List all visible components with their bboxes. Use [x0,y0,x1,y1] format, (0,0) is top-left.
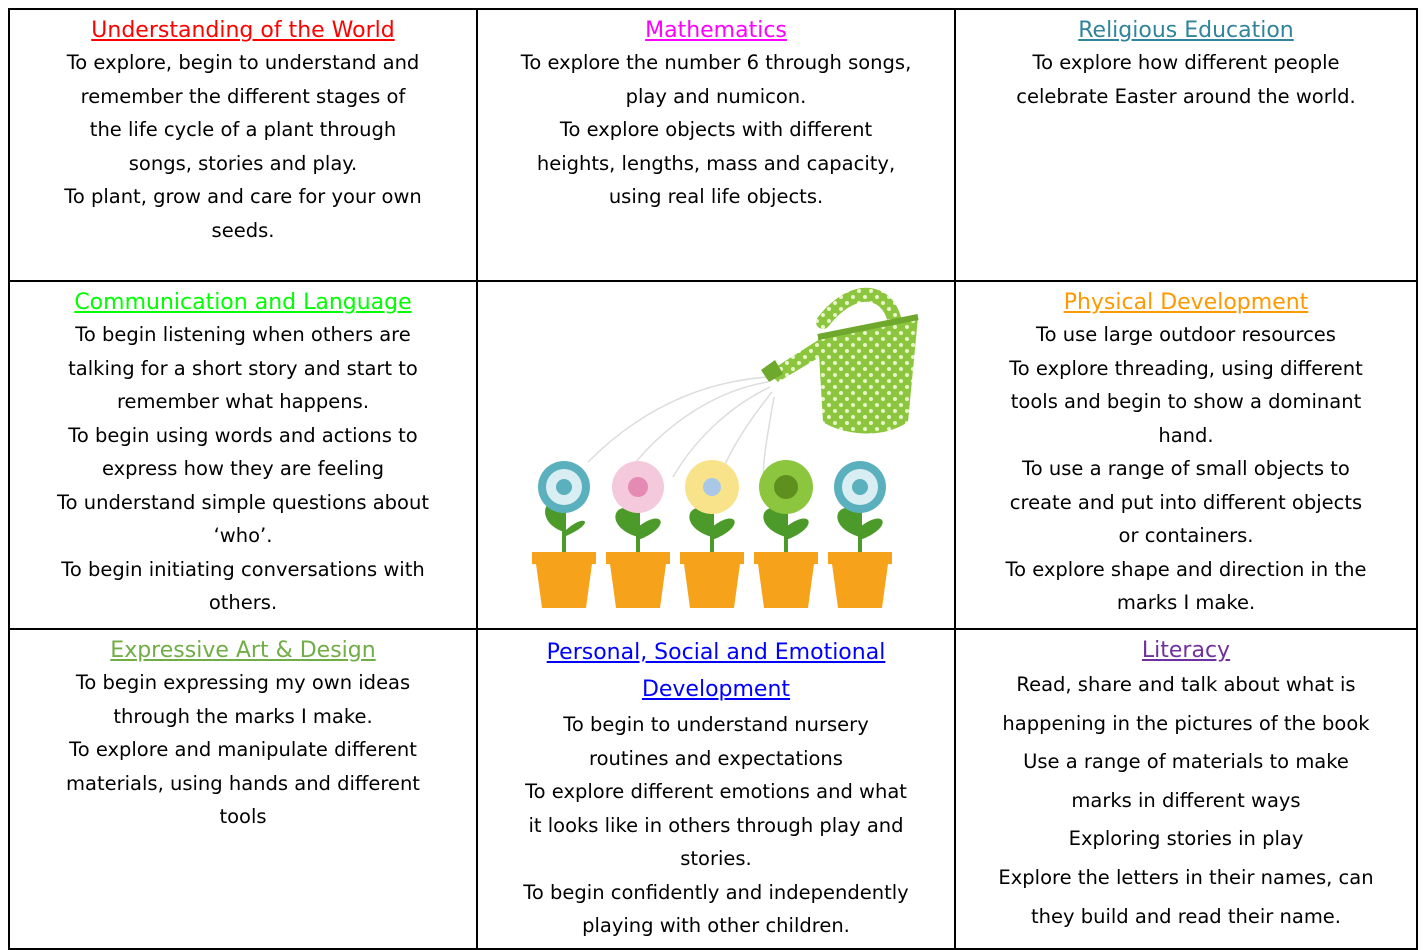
text-line: Use a range of materials to make [1023,750,1349,774]
pse-heading-line: Personal, Social and Emotional [546,640,886,665]
text-line: happening in the pictures of the book [1002,711,1370,735]
watering-can-and-flower-pots-icon [478,282,956,628]
religious-education-text [956,46,1416,113]
flower-pot-3-icon [680,460,744,608]
text-line: marks I make. [1116,591,1256,614]
understanding-world-heading: Understanding of the World [91,18,395,43]
text-line: To begin to understand nursery [563,713,869,736]
text-line: materials, using hands and different [66,771,420,795]
text-line: Exploring stories in play [1068,827,1304,851]
text-line: To use large outdoor resources [1036,323,1336,346]
expressive-art-design-text [10,666,476,834]
flower-pot-2-icon [606,461,670,608]
text-line: To begin initiating conversations with [61,557,425,581]
physical-development-cell [956,282,1418,630]
text-line: they build and read their name. [1030,904,1342,928]
text-line: To explore, begin to understand and [66,51,420,74]
text-line: the life cycle of a plant through [89,118,397,141]
text-line: Explore the letters in their names, can [998,865,1374,889]
religious-education-heading: Religious Education [1078,18,1294,43]
illustration-cell [478,282,956,630]
text-line: To use a range of small objects to [1022,457,1350,480]
text-line: tools and begin to show a dominant [1010,390,1362,413]
text-line: play and numicon. [625,84,807,108]
communication-language-cell [10,282,478,630]
understanding-world-cell [10,10,478,282]
text-line: others. [208,591,278,614]
literacy-heading: Literacy [1141,638,1231,663]
physical-development-text [956,318,1416,620]
flower-pot-4-icon [754,460,818,608]
watering-can-icon [761,295,918,434]
text-line: songs, stories and play. [128,151,358,175]
text-line: using real life objects. [608,185,824,208]
physical-development-heading: Physical Development [1063,290,1309,315]
text-line: stories. [680,847,752,870]
flower-pot-5-icon [828,461,892,608]
text-line: To understand simple questions about [57,490,429,514]
text-line: tools [219,805,267,828]
expressive-art-design-cell [10,630,478,950]
text-line: To explore shape and direction in the [1005,557,1367,581]
text-line: remember what happens. [116,390,370,413]
text-line: To plant, grow and care for your own [64,185,422,208]
text-line: hand. [1158,423,1214,447]
religious-education-cell [956,10,1418,282]
text-line: remember the different stages of [80,84,406,108]
literacy-cell [956,630,1418,950]
text-line: To explore different emotions and what [525,780,907,803]
text-line: or containers. [1118,524,1254,547]
mathematics-text [478,46,954,214]
mathematics-heading: Mathematics [645,18,787,43]
text-line: routines and expectations [589,746,843,770]
pse-development-cell [478,630,956,950]
text-line: talking for a short story and start to [68,356,418,380]
text-line: To explore the number 6 through songs, [520,51,912,74]
text-line: express how they are feeling [101,457,385,480]
text-line: To explore threading, using different [1009,356,1363,380]
text-line: To begin listening when others are [75,323,411,346]
text-line: heights, lengths, mass and capacity, [536,151,896,175]
text-line: celebrate Easter around the world. [1016,84,1356,108]
understanding-world-text [10,46,476,247]
text-line: To begin expressing my own ideas [75,671,411,694]
literacy-text [956,666,1416,936]
text-line: To explore how different people [1032,51,1340,74]
text-line: seeds. [211,218,275,242]
text-line: playing with other children. [582,914,850,937]
mathematics-cell [478,10,956,282]
pse-development-heading [478,634,954,708]
communication-language-heading: Communication and Language [74,290,412,315]
pse-heading-line: Development [641,677,791,702]
text-line: To begin confidently and independently [523,880,909,904]
text-line: To explore and manipulate different [69,738,417,761]
text-line: Read, share and talk about what is [1016,673,1356,696]
text-line: create and put into different objects [1009,490,1363,514]
expressive-art-design-heading: Expressive Art & Design [110,638,376,663]
flower-pot-1-icon [532,461,596,608]
text-line: ‘who’. [213,524,273,547]
text-line: it looks like in others through play and [528,813,904,837]
text-line: To begin using words and actions to [68,423,418,447]
pse-development-text [478,708,954,943]
curriculum-grid [8,8,1418,950]
communication-language-text [10,318,476,620]
text-line: marks in different ways [1071,788,1301,812]
text-line: through the marks I make. [113,704,373,728]
text-line: To explore objects with different [559,118,873,141]
